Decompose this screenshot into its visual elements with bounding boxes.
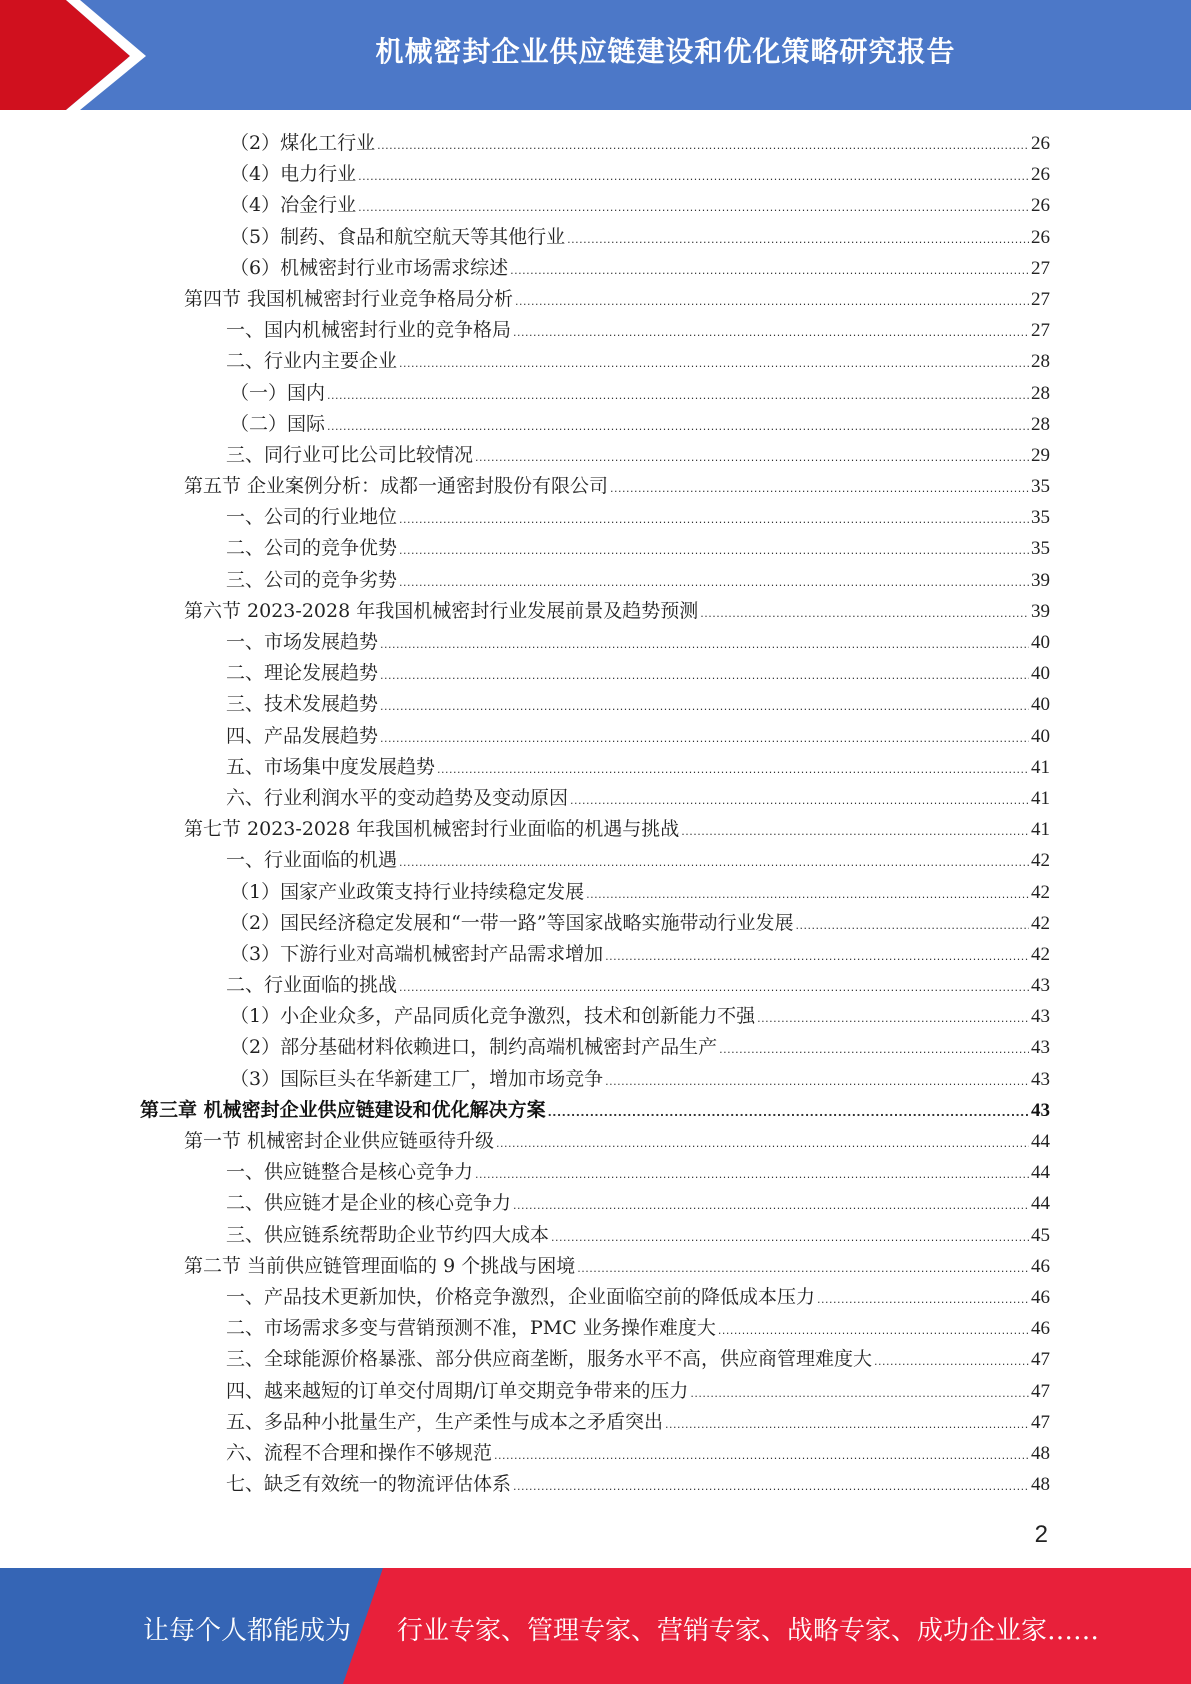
toc-dot-leader: [380, 723, 1029, 754]
toc-entry[interactable]: [140, 222, 1050, 253]
toc-entry-page: 41: [1031, 756, 1050, 778]
toc-entry[interactable]: [140, 1095, 1050, 1126]
toc-entry[interactable]: [140, 159, 1050, 190]
toc-entry-title: （一）国内: [230, 381, 326, 404]
toc-dot-leader: [690, 1378, 1029, 1409]
toc-entry-title: （4）电力行业: [230, 163, 357, 186]
toc-entry[interactable]: [140, 565, 1050, 596]
toc-entry[interactable]: [140, 315, 1050, 346]
toc-entry-title: 二、行业内主要企业: [226, 350, 398, 373]
toc-entry-page: 43: [1031, 1037, 1050, 1059]
toc-entry[interactable]: [140, 128, 1050, 159]
toc-entry[interactable]: [140, 378, 1050, 409]
toc-dot-leader: [380, 629, 1029, 660]
toc-entry[interactable]: [140, 689, 1050, 720]
toc-entry-page: 26: [1031, 226, 1050, 248]
toc-entry[interactable]: [140, 346, 1050, 377]
toc-entry-title: （2）国民经济稳定发展和“一带一路”等国家战略实施带动行业发展: [230, 911, 794, 934]
toc-entry[interactable]: [140, 721, 1050, 752]
toc-entry[interactable]: [140, 284, 1050, 315]
toc-entry[interactable]: [140, 908, 1050, 939]
toc-entry-page: 44: [1031, 1162, 1050, 1184]
toc-entry[interactable]: [140, 409, 1050, 440]
toc-entry[interactable]: [140, 845, 1050, 876]
toc-entry[interactable]: [140, 783, 1050, 814]
toc-entry-page: 46: [1031, 1286, 1050, 1308]
toc-entry-title: （1）小企业众多，产品同质化竞争激烈，技术和创新能力不强: [230, 1005, 756, 1028]
toc-entry-page: 47: [1031, 1411, 1050, 1433]
toc-entry[interactable]: [140, 1282, 1050, 1313]
toc-dot-leader: [548, 1097, 1029, 1128]
toc-entry-page: 28: [1031, 413, 1050, 435]
toc-entry-page: 27: [1031, 320, 1050, 342]
toc-dot-leader: [399, 567, 1029, 598]
toc-entry-title: 第七节 2023-2028 年我国机械密封行业面临的机遇与挑战: [184, 818, 680, 841]
toc-entry[interactable]: [140, 1126, 1050, 1157]
toc-entry-page: 48: [1031, 1442, 1050, 1464]
toc-entry[interactable]: [140, 1251, 1050, 1282]
toc-entry[interactable]: [140, 1032, 1050, 1063]
toc-entry[interactable]: [140, 1001, 1050, 1032]
toc-dot-leader: [437, 754, 1029, 785]
toc-dot-leader: [475, 1159, 1029, 1190]
toc-entry-page: 40: [1031, 694, 1050, 716]
toc-dot-leader: [665, 1409, 1029, 1440]
toc-dot-leader: [380, 691, 1029, 722]
toc-entry[interactable]: [140, 1188, 1050, 1219]
toc-entry[interactable]: [140, 1344, 1050, 1375]
toc-entry-page: 40: [1031, 725, 1050, 747]
toc-entry-page: 42: [1031, 881, 1050, 903]
toc-entry-title: 一、市场发展趋势: [226, 631, 379, 653]
table-of-contents: [140, 128, 1050, 1500]
toc-entry-page: 48: [1031, 1474, 1050, 1496]
toc-entry[interactable]: [140, 1157, 1050, 1188]
toc-entry-page: 47: [1031, 1380, 1050, 1402]
toc-entry-title: 三、供应链系统帮助企业节约四大成本: [226, 1223, 550, 1246]
toc-entry[interactable]: [140, 1220, 1050, 1251]
toc-dot-leader: [817, 1284, 1029, 1315]
toc-dot-leader: [515, 286, 1029, 317]
toc-entry-title: 一、产品技术更新加快，价格竞争激烈，企业面临空前的降低成本压力: [226, 1285, 816, 1308]
toc-dot-leader: [586, 879, 1029, 910]
toc-entry-title: 二、公司的竞争优势: [226, 537, 398, 560]
toc-entry[interactable]: [140, 627, 1050, 658]
toc-dot-leader: [605, 1066, 1029, 1097]
toc-entry[interactable]: [140, 658, 1050, 689]
toc-dot-leader: [327, 411, 1029, 442]
toc-dot-leader: [513, 317, 1029, 348]
toc-entry-page: 45: [1031, 1224, 1050, 1246]
toc-entry-title: 二、行业面临的挑战: [226, 974, 398, 997]
toc-entry[interactable]: [140, 1064, 1050, 1095]
toc-dot-leader: [513, 1190, 1029, 1221]
toc-entry[interactable]: [140, 877, 1050, 908]
toc-entry-page: 43: [1031, 975, 1050, 997]
toc-entry-page: 47: [1031, 1349, 1050, 1371]
toc-entry-page: 28: [1031, 382, 1050, 404]
footer-slogan-right: 行业专家、管理专家、营销专家、战略专家、成功企业家……: [397, 1616, 1100, 1646]
page-footer: [0, 1568, 1191, 1684]
toc-dot-leader: [719, 1034, 1029, 1065]
toc-entry[interactable]: [140, 1313, 1050, 1344]
toc-dot-leader: [377, 130, 1029, 161]
toc-dot-leader: [757, 1003, 1029, 1034]
page-header: [0, 0, 1191, 110]
toc-dot-leader: [399, 972, 1029, 1003]
toc-entry-title: 五、多品种小批量生产，生产柔性与成本之矛盾突出: [226, 1410, 664, 1433]
toc-entry-title: 第二节 当前供应链管理面临的 9 个挑战与困境: [184, 1254, 576, 1277]
toc-entry[interactable]: [140, 190, 1050, 221]
toc-entry-page: 26: [1031, 133, 1050, 154]
toc-dot-leader: [700, 598, 1029, 629]
toc-dot-leader: [494, 1440, 1029, 1471]
toc-entry-title: 一、国内机械密封行业的竞争格局: [226, 319, 512, 342]
toc-entry-title: （2）部分基础材料依赖进口，制约高端机械密封产品生产: [230, 1036, 718, 1059]
toc-dot-leader: [475, 442, 1029, 473]
toc-entry[interactable]: [140, 752, 1050, 783]
toc-entry-title: 三、全球能源价格暴涨、部分供应商垄断，服务水平不高，供应商管理难度大: [226, 1348, 873, 1371]
toc-entry-page: 46: [1031, 1255, 1050, 1277]
toc-entry-page: 40: [1031, 663, 1050, 685]
toc-dot-leader: [399, 847, 1029, 878]
toc-entry-title: （3）下游行业对高端机械密封产品需求增加: [230, 942, 604, 965]
toc-dot-leader: [399, 535, 1029, 566]
toc-entry-page: 43: [1031, 1006, 1050, 1028]
toc-entry-title: 四、产品发展趋势: [226, 724, 379, 747]
toc-entry[interactable]: [140, 814, 1050, 845]
toc-entry-title: 一、公司的行业地位: [226, 506, 398, 529]
toc-entry[interactable]: [140, 440, 1050, 471]
toc-entry-title: 一、行业面临的机遇: [226, 849, 398, 872]
toc-entry[interactable]: [140, 471, 1050, 502]
toc-dot-leader: [513, 1471, 1029, 1502]
toc-entry-title: （2）煤化工行业: [230, 132, 376, 154]
toc-entry-title: （3）国际巨头在华新建工厂，增加市场竞争: [230, 1067, 604, 1090]
toc-entry-page: 27: [1031, 288, 1050, 310]
toc-dot-leader: [380, 660, 1029, 691]
toc-entry-title: 四、越来越短的订单交付周期/订单交期竞争带来的压力: [226, 1379, 689, 1402]
toc-entry[interactable]: [140, 502, 1050, 533]
toc-dot-leader: [358, 192, 1029, 223]
toc-entry[interactable]: [140, 1469, 1050, 1500]
toc-dot-leader: [796, 910, 1029, 941]
toc-entry-title: （4）冶金行业: [230, 194, 357, 217]
toc-entry-title: （1）国家产业政策支持行业持续稳定发展: [230, 880, 585, 903]
toc-entry-page: 41: [1031, 819, 1050, 841]
toc-entry-page: 41: [1031, 787, 1050, 809]
toc-dot-leader: [874, 1346, 1029, 1377]
toc-entry-page: 44: [1031, 1193, 1050, 1215]
toc-entry-title: （6）机械密封行业市场需求综述: [230, 256, 509, 279]
toc-entry-page: 42: [1031, 943, 1050, 965]
toc-entry-page: 28: [1031, 351, 1050, 373]
toc-entry[interactable]: [140, 1438, 1050, 1469]
toc-entry-page: 29: [1031, 444, 1050, 466]
toc-dot-leader: [567, 224, 1029, 255]
toc-dot-leader: [399, 348, 1029, 379]
toc-entry[interactable]: [140, 1376, 1050, 1407]
toc-entry-title: 二、理论发展趋势: [226, 662, 379, 685]
toc-entry-title: 三、同行业可比公司比较情况: [226, 443, 474, 466]
toc-entry-page: 35: [1031, 476, 1050, 498]
toc-entry-title: 第三章 机械密封企业供应链建设和优化解决方案: [140, 1098, 546, 1121]
toc-dot-leader: [327, 380, 1029, 411]
toc-entry-page: 35: [1031, 538, 1050, 560]
toc-entry-page: 26: [1031, 164, 1050, 186]
toc-dot-leader: [681, 816, 1029, 847]
toc-entry[interactable]: [140, 253, 1050, 284]
footer-slogan-left: 让每个人都能成为: [143, 1616, 352, 1646]
toc-entry-page: 35: [1031, 507, 1050, 529]
toc-entry-page: 40: [1031, 632, 1050, 653]
toc-dot-leader: [510, 255, 1029, 286]
page-number: 2: [1034, 1521, 1048, 1548]
toc-dot-leader: [605, 941, 1029, 972]
toc-entry[interactable]: [140, 533, 1050, 564]
toc-entry-page: 26: [1031, 195, 1050, 217]
toc-entry-page: 43: [1031, 1068, 1050, 1090]
toc-entry-title: 二、供应链才是企业的核心竞争力: [226, 1192, 512, 1215]
toc-dot-leader: [570, 785, 1029, 816]
toc-entry-title: 七、缺乏有效统一的物流评估体系: [226, 1473, 512, 1496]
toc-dot-leader: [399, 504, 1029, 535]
toc-dot-leader: [551, 1222, 1029, 1253]
toc-entry-page: 43: [1031, 1099, 1050, 1121]
toc-entry-title: 第一节 机械密封企业供应链亟待升级: [184, 1130, 495, 1152]
toc-entry[interactable]: [140, 970, 1050, 1001]
toc-entry-title: 第四节 我国机械密封行业竞争格局分析: [184, 287, 514, 310]
toc-entry-page: 46: [1031, 1318, 1050, 1340]
toc-entry-page: 42: [1031, 850, 1050, 872]
report-title: 机械密封企业供应链建设和优化策略研究报告: [375, 35, 956, 68]
toc-entry-title: 三、技术发展趋势: [226, 693, 379, 716]
toc-dot-leader: [610, 473, 1029, 504]
toc-entry[interactable]: [140, 596, 1050, 627]
toc-entry-page: 27: [1031, 257, 1050, 279]
toc-entry-title: 第六节 2023-2028 年我国机械密封行业发展前景及趋势预测: [184, 599, 699, 622]
toc-entry-title: 六、行业利润水平的变动趋势及变动原因: [226, 786, 569, 809]
toc-entry-page: 39: [1031, 600, 1050, 622]
toc-entry[interactable]: [140, 1407, 1050, 1438]
toc-entry-title: 二、市场需求多变与营销预测不准，PMC 业务操作难度大: [226, 1317, 716, 1340]
toc-dot-leader: [718, 1315, 1029, 1346]
toc-entry-page: 42: [1031, 912, 1050, 934]
toc-entry-page: 39: [1031, 569, 1050, 591]
toc-entry-title: 第五节 企业案例分析：成都一通密封股份有限公司: [184, 475, 609, 498]
toc-entry-title: 五、市场集中度发展趋势: [226, 755, 436, 778]
toc-dot-leader: [577, 1253, 1029, 1284]
toc-entry-page: 44: [1031, 1131, 1050, 1152]
toc-entry-title: （二）国际: [230, 412, 326, 435]
toc-entry-title: （5）制药、食品和航空航天等其他行业: [230, 225, 566, 248]
toc-dot-leader: [496, 1128, 1029, 1159]
toc-entry[interactable]: [140, 939, 1050, 970]
toc-entry-title: 三、公司的竞争劣势: [226, 568, 398, 591]
toc-entry-title: 一、供应链整合是核心竞争力: [226, 1161, 474, 1184]
toc-dot-leader: [358, 161, 1029, 192]
toc-entry-title: 六、流程不合理和操作不够规范: [226, 1441, 493, 1464]
